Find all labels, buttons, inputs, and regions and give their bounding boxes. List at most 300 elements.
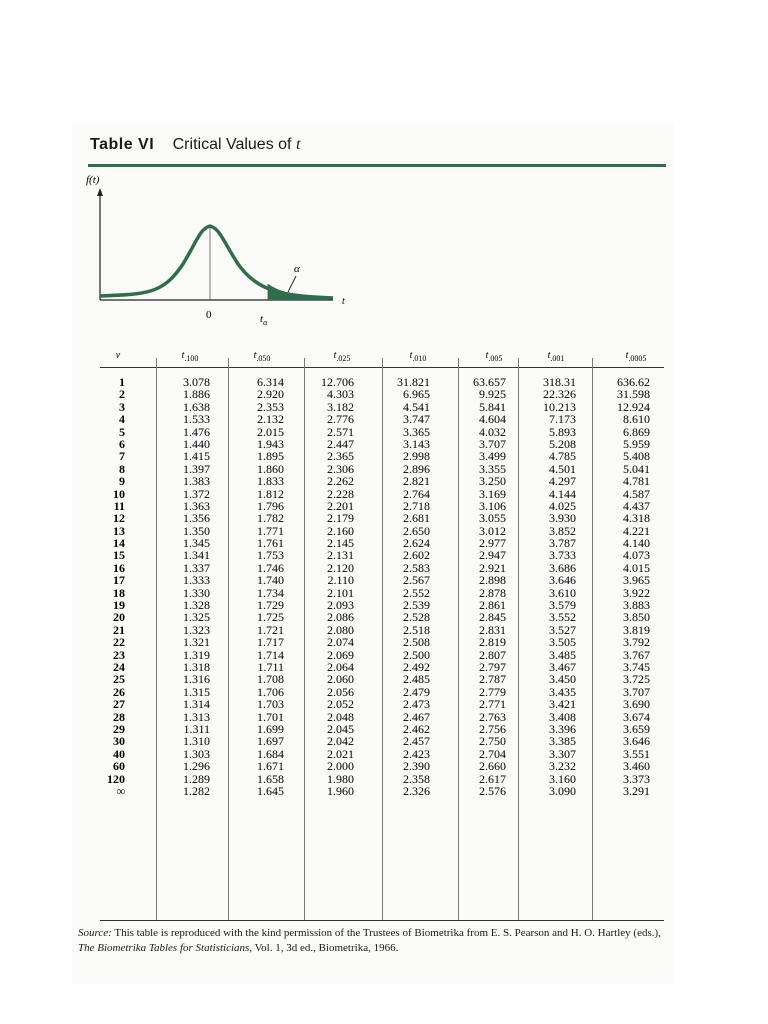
df-cell: 19 <box>113 598 125 613</box>
value-cell: 2.921 <box>479 560 506 575</box>
value-cell: 1.746 <box>257 560 284 575</box>
t-alpha-label: $t_\alpha$ <box>260 313 268 327</box>
value-cell: 2.473 <box>403 697 430 712</box>
value-cell: 2.508 <box>403 635 430 650</box>
value-cell: 3.055 <box>479 511 506 526</box>
column-divider <box>156 358 157 920</box>
df-cell: 2 <box>119 387 125 402</box>
value-cell: 4.032 <box>479 424 506 439</box>
df-cell: 4 <box>119 412 125 427</box>
value-cell: 2.365 <box>327 449 354 464</box>
value-cell: 2.110 <box>327 573 354 588</box>
value-cell: 2.423 <box>403 746 430 761</box>
value-cell: 1.333 <box>183 573 210 588</box>
value-cell: 2.042 <box>327 734 354 749</box>
value-cell: 3.787 <box>549 536 576 551</box>
value-cell: 1.771 <box>257 523 284 538</box>
value-cell: 3.078 <box>183 375 210 389</box>
df-cell: 22 <box>113 635 125 650</box>
value-cell: 2.131 <box>327 548 354 563</box>
value-cell: 3.182 <box>327 399 354 414</box>
value-cell: 3.467 <box>549 659 576 674</box>
value-cell: 2.056 <box>327 684 354 699</box>
value-cell: 1.684 <box>257 746 284 761</box>
value-cell: 2.552 <box>403 585 430 600</box>
value-cell: 2.660 <box>479 759 506 774</box>
value-cell: 1.316 <box>183 672 210 687</box>
value-cell: 2.797 <box>479 659 506 674</box>
value-cell: 3.552 <box>549 610 576 625</box>
y-axis-arrow <box>97 188 103 196</box>
value-cell: 2.201 <box>327 498 354 513</box>
value-cell: 1.330 <box>183 585 210 600</box>
value-cell: 1.372 <box>183 486 210 501</box>
value-cell: 6.869 <box>623 424 650 439</box>
df-cell: 1 <box>119 375 125 389</box>
value-cell: 2.086 <box>327 610 354 625</box>
value-cell: 4.318 <box>623 511 650 526</box>
value-cell: 1.943 <box>257 436 284 451</box>
column-divider <box>518 358 519 920</box>
value-cell: 4.437 <box>623 498 650 513</box>
value-cell: 1.734 <box>257 585 284 600</box>
value-cell: 2.160 <box>327 523 354 538</box>
value-cell: 4.015 <box>623 560 650 575</box>
value-cell: 3.505 <box>549 635 576 650</box>
value-cell: 1.833 <box>257 474 284 489</box>
value-cell: 1.345 <box>183 536 210 551</box>
value-cell: 2.069 <box>327 647 354 662</box>
value-cell: 2.306 <box>327 461 354 476</box>
table-title: Critical Values of t <box>172 136 301 153</box>
value-cell: 2.120 <box>327 560 354 575</box>
value-cell: 1.341 <box>183 548 210 563</box>
value-cell: 63.657 <box>473 375 506 389</box>
col-header-nu: ν <box>115 350 121 361</box>
value-cell: 2.518 <box>403 622 430 637</box>
value-cell: 1.296 <box>183 759 210 774</box>
value-cell: 2.326 <box>403 783 430 798</box>
value-cell: 2.787 <box>479 672 506 687</box>
value-cell: 1.363 <box>183 498 210 513</box>
value-cell: 2.845 <box>479 610 506 625</box>
value-cell: 2.539 <box>403 598 430 613</box>
value-cell: 2.821 <box>403 474 430 489</box>
value-cell: 3.232 <box>549 759 576 774</box>
value-cell: 3.733 <box>549 548 576 563</box>
df-cell: 18 <box>113 585 125 600</box>
col-header-t0005: $t_{.0005}$ <box>625 350 647 363</box>
value-cell: 3.646 <box>549 573 576 588</box>
df-cell: 13 <box>113 523 125 538</box>
value-cell: 1.761 <box>257 536 284 551</box>
value-cell: 3.527 <box>549 622 576 637</box>
value-cell: 1.717 <box>257 635 284 650</box>
value-cell: 5.893 <box>549 424 576 439</box>
value-cell: 31.598 <box>617 387 650 402</box>
value-cell: 5.408 <box>623 449 650 464</box>
value-cell: 3.610 <box>549 585 576 600</box>
value-cell: 1.697 <box>257 734 284 749</box>
value-cell: 5.841 <box>479 399 506 414</box>
t025-column <box>304 376 354 797</box>
value-cell: 2.779 <box>479 684 506 699</box>
value-cell: 2.807 <box>479 647 506 662</box>
df-cell: 7 <box>119 449 125 464</box>
value-cell: 3.745 <box>623 659 650 674</box>
value-cell: 3.373 <box>623 771 650 786</box>
value-cell: 1.314 <box>183 697 210 712</box>
df-cell: 21 <box>113 622 125 637</box>
value-cell: 1.282 <box>183 783 210 798</box>
value-cell: 2.500 <box>403 647 430 662</box>
df-cell: 11 <box>113 498 125 513</box>
value-cell: 4.785 <box>549 449 576 464</box>
value-cell: 1.729 <box>257 598 284 613</box>
value-cell: 5.208 <box>549 436 576 451</box>
table-page <box>72 122 674 984</box>
value-cell: 1.321 <box>183 635 210 650</box>
value-cell: 3.686 <box>549 560 576 575</box>
value-cell: 3.169 <box>479 486 506 501</box>
value-cell: 1.318 <box>183 659 210 674</box>
value-cell: 1.860 <box>257 461 284 476</box>
value-cell: 2.000 <box>327 759 354 774</box>
value-cell: 3.646 <box>623 734 650 749</box>
value-cell: 8.610 <box>623 412 650 427</box>
value-cell: 1.476 <box>183 424 210 439</box>
value-cell: 318.31 <box>543 375 576 389</box>
df-cell: 3 <box>119 399 125 414</box>
value-cell: 1.701 <box>257 709 284 724</box>
value-cell: 3.725 <box>623 672 650 687</box>
value-cell: 2.624 <box>403 536 430 551</box>
value-cell: 2.571 <box>327 424 354 439</box>
value-cell: 2.718 <box>403 498 430 513</box>
df-cell: 15 <box>113 548 125 563</box>
column-divider <box>228 358 229 920</box>
t-axis-label: t <box>342 296 345 307</box>
value-cell: 3.747 <box>403 412 430 427</box>
value-cell: 1.645 <box>257 783 284 798</box>
value-cell: 1.356 <box>183 511 210 526</box>
title-rule <box>88 164 666 167</box>
df-cell: 30 <box>113 734 125 749</box>
value-cell: 2.052 <box>327 697 354 712</box>
value-cell: 2.576 <box>479 783 506 798</box>
value-cell: 1.303 <box>183 746 210 761</box>
value-cell: 2.064 <box>327 659 354 674</box>
value-cell: 3.012 <box>479 523 506 538</box>
value-cell: 3.579 <box>549 598 576 613</box>
t-distribution-figure <box>88 184 348 334</box>
df-cell: 25 <box>113 672 125 687</box>
t0005-column <box>596 376 650 797</box>
t010-column <box>382 376 430 797</box>
value-cell: 3.922 <box>623 585 650 600</box>
value-cell: 3.767 <box>623 647 650 662</box>
value-cell: 12.706 <box>321 375 354 389</box>
value-cell: 1.714 <box>257 647 284 662</box>
value-cell: 1.753 <box>257 548 284 563</box>
value-cell: 1.711 <box>257 659 284 674</box>
value-cell: 2.060 <box>327 672 354 687</box>
value-cell: 3.143 <box>403 436 430 451</box>
column-divider <box>592 358 593 920</box>
value-cell: 6.965 <box>403 387 430 402</box>
value-cell: 4.541 <box>403 399 430 414</box>
t001-column <box>522 376 576 797</box>
value-cell: 2.977 <box>479 536 506 551</box>
value-cell: 3.850 <box>623 610 650 625</box>
value-cell: 3.965 <box>623 573 650 588</box>
value-cell: 2.861 <box>479 598 506 613</box>
value-cell: 2.771 <box>479 697 506 712</box>
source-note: Source: This table is reproduced with the kind permission of the Trustees of Biometrika from E. S. Pearson and H. O. Hartley (eds.), The Biometrika Tables for Statisticians, Vol. 1, 3d ed., Biometrika, 1966. <box>78 927 661 954</box>
value-cell: 4.144 <box>549 486 576 501</box>
value-cell: 3.883 <box>623 598 650 613</box>
value-cell: 1.699 <box>257 721 284 736</box>
value-cell: 2.462 <box>403 721 430 736</box>
value-cell: 12.924 <box>617 399 650 414</box>
col-header-t005: $t_{.005}$ <box>485 350 503 363</box>
table-bottom-rule <box>100 920 664 921</box>
value-cell: 3.674 <box>623 709 650 724</box>
value-cell: 3.421 <box>549 697 576 712</box>
value-cell: 2.048 <box>327 709 354 724</box>
zero-label: 0 <box>206 309 212 321</box>
col-header-t010: $t_{.010}$ <box>409 350 427 363</box>
value-cell: 9.925 <box>479 387 506 402</box>
value-cell: 31.821 <box>397 375 430 389</box>
value-cell: 2.021 <box>327 746 354 761</box>
df-cell: 20 <box>113 610 125 625</box>
value-cell: 3.659 <box>623 721 650 736</box>
value-cell: 2.583 <box>403 560 430 575</box>
value-cell: 1.440 <box>183 436 210 451</box>
value-cell: 2.132 <box>257 412 284 427</box>
value-cell: 3.930 <box>549 511 576 526</box>
value-cell: 3.707 <box>623 684 650 699</box>
value-cell: 1.397 <box>183 461 210 476</box>
value-cell: 2.650 <box>403 523 430 538</box>
value-cell: 2.920 <box>257 387 284 402</box>
value-cell: 4.297 <box>549 474 576 489</box>
value-cell: 2.998 <box>403 449 430 464</box>
value-cell: 2.831 <box>479 622 506 637</box>
value-cell: 4.140 <box>623 536 650 551</box>
df-cell: 24 <box>113 659 125 674</box>
value-cell: 4.025 <box>549 498 576 513</box>
value-cell: 1.658 <box>257 771 284 786</box>
value-cell: 2.262 <box>327 474 354 489</box>
value-cell: 2.681 <box>403 511 430 526</box>
value-cell: 1.725 <box>257 610 284 625</box>
df-cell: 8 <box>119 461 125 476</box>
value-cell: 1.980 <box>327 771 354 786</box>
value-cell: 3.365 <box>403 424 430 439</box>
value-cell: 2.764 <box>403 486 430 501</box>
value-cell: 3.396 <box>549 721 576 736</box>
alpha-pointer <box>288 276 296 292</box>
value-cell: 1.315 <box>183 684 210 699</box>
value-cell: 3.307 <box>549 746 576 761</box>
value-cell: 2.878 <box>479 585 506 600</box>
value-cell: 7.173 <box>549 412 576 427</box>
value-cell: 2.896 <box>403 461 430 476</box>
col-header-t100: $t_{.100}$ <box>181 350 199 363</box>
value-cell: 2.447 <box>327 436 354 451</box>
df-cell: 29 <box>113 721 125 736</box>
y-axis-label: f(t) <box>86 174 100 186</box>
value-cell: 2.074 <box>327 635 354 650</box>
page-title <box>90 136 300 154</box>
value-cell: 1.289 <box>183 771 210 786</box>
value-cell: 1.782 <box>257 511 284 526</box>
value-cell: 3.435 <box>549 684 576 699</box>
df-cell: 14 <box>113 536 125 551</box>
value-cell: 1.415 <box>183 449 210 464</box>
value-cell: 2.485 <box>403 672 430 687</box>
value-cell: 2.390 <box>403 759 430 774</box>
df-cell: 26 <box>113 684 125 699</box>
value-cell: 3.707 <box>479 436 506 451</box>
density-curve <box>100 226 333 298</box>
value-cell: 1.796 <box>257 498 284 513</box>
value-cell: 1.313 <box>183 709 210 724</box>
df-cell: 6 <box>119 436 125 451</box>
value-cell: 5.959 <box>623 436 650 451</box>
value-cell: 1.323 <box>183 622 210 637</box>
value-cell: 3.819 <box>623 622 650 637</box>
value-cell: 1.708 <box>257 672 284 687</box>
value-cell: 1.706 <box>257 684 284 699</box>
value-cell: 1.638 <box>183 399 210 414</box>
value-cell: 1.319 <box>183 647 210 662</box>
alpha-tail-area <box>268 284 328 300</box>
nu-column <box>95 376 125 797</box>
value-cell: 3.450 <box>549 672 576 687</box>
value-cell: 2.567 <box>403 573 430 588</box>
t050-column <box>248 376 284 797</box>
value-cell: 1.310 <box>183 734 210 749</box>
df-cell: 40 <box>113 746 125 761</box>
value-cell: 2.602 <box>403 548 430 563</box>
value-cell: 3.460 <box>623 759 650 774</box>
value-cell: 3.852 <box>549 523 576 538</box>
value-cell: 2.093 <box>327 598 354 613</box>
value-cell: 1.533 <box>183 412 210 427</box>
df-cell: 5 <box>119 424 125 439</box>
value-cell: 1.350 <box>183 523 210 538</box>
df-cell: 28 <box>113 709 125 724</box>
table-label: Table VI <box>90 136 155 153</box>
value-cell: 2.101 <box>327 585 354 600</box>
value-cell: 2.704 <box>479 746 506 761</box>
value-cell: 2.528 <box>403 610 430 625</box>
value-cell: 2.358 <box>403 771 430 786</box>
value-cell: 2.015 <box>257 424 284 439</box>
value-cell: 5.041 <box>623 461 650 476</box>
value-cell: 3.250 <box>479 474 506 489</box>
value-cell: 1.328 <box>183 598 210 613</box>
value-cell: 2.080 <box>327 622 354 637</box>
value-cell: 1.812 <box>257 486 284 501</box>
value-cell: 1.721 <box>257 622 284 637</box>
value-cell: 1.960 <box>327 783 354 798</box>
value-cell: 1.325 <box>183 610 210 625</box>
df-cell: 27 <box>113 697 125 712</box>
df-cell: 60 <box>113 759 125 774</box>
value-cell: 2.750 <box>479 734 506 749</box>
value-cell: 1.337 <box>183 560 210 575</box>
col-header-t025: $t_{.025}$ <box>333 350 351 363</box>
value-cell: 4.303 <box>327 387 354 402</box>
value-cell: 1.886 <box>183 387 210 402</box>
value-cell: 3.106 <box>479 498 506 513</box>
value-cell: 1.703 <box>257 697 284 712</box>
value-cell: 3.408 <box>549 709 576 724</box>
value-cell: 2.898 <box>479 573 506 588</box>
value-cell: 3.160 <box>549 771 576 786</box>
value-cell: 3.355 <box>479 461 506 476</box>
value-cell: 2.776 <box>327 412 354 427</box>
value-cell: 4.221 <box>623 523 650 538</box>
value-cell: 6.314 <box>257 375 284 389</box>
value-cell: 2.947 <box>479 548 506 563</box>
value-cell: 3.090 <box>549 783 576 798</box>
value-cell: 4.781 <box>623 474 650 489</box>
value-cell: 3.291 <box>623 783 650 798</box>
value-cell: 2.492 <box>403 659 430 674</box>
t005-column <box>452 376 506 797</box>
df-cell: 9 <box>119 474 125 489</box>
value-cell: 4.501 <box>549 461 576 476</box>
value-cell: 1.671 <box>257 759 284 774</box>
value-cell: 2.179 <box>327 511 354 526</box>
value-cell: 2.819 <box>479 635 506 650</box>
value-cell: 2.756 <box>479 721 506 736</box>
value-cell: 636.62 <box>617 375 650 389</box>
value-cell: 4.604 <box>479 412 506 427</box>
df-cell: 120 <box>107 771 125 786</box>
df-cell: 16 <box>113 560 125 575</box>
value-cell: 1.740 <box>257 573 284 588</box>
value-cell: 10.213 <box>543 399 576 414</box>
value-cell: 2.045 <box>327 721 354 736</box>
value-cell: 22.326 <box>543 387 576 402</box>
df-cell: 23 <box>113 647 125 662</box>
value-cell: 2.457 <box>403 734 430 749</box>
value-cell: 3.499 <box>479 449 506 464</box>
alpha-label: α <box>294 263 300 275</box>
value-cell: 2.353 <box>257 399 284 414</box>
value-cell: 4.587 <box>623 486 650 501</box>
df-cell: ∞ <box>116 783 125 798</box>
df-cell: 12 <box>113 511 125 526</box>
col-header-t001: $t_{.001}$ <box>547 350 565 363</box>
value-cell: 1.383 <box>183 474 210 489</box>
df-cell: 17 <box>113 573 125 588</box>
value-cell: 2.228 <box>327 486 354 501</box>
t100-column <box>174 376 210 797</box>
df-cell: 10 <box>113 486 125 501</box>
value-cell: 2.617 <box>479 771 506 786</box>
value-cell: 3.792 <box>623 635 650 650</box>
value-cell: 1.895 <box>257 449 284 464</box>
value-cell: 3.690 <box>623 697 650 712</box>
value-cell: 3.485 <box>549 647 576 662</box>
